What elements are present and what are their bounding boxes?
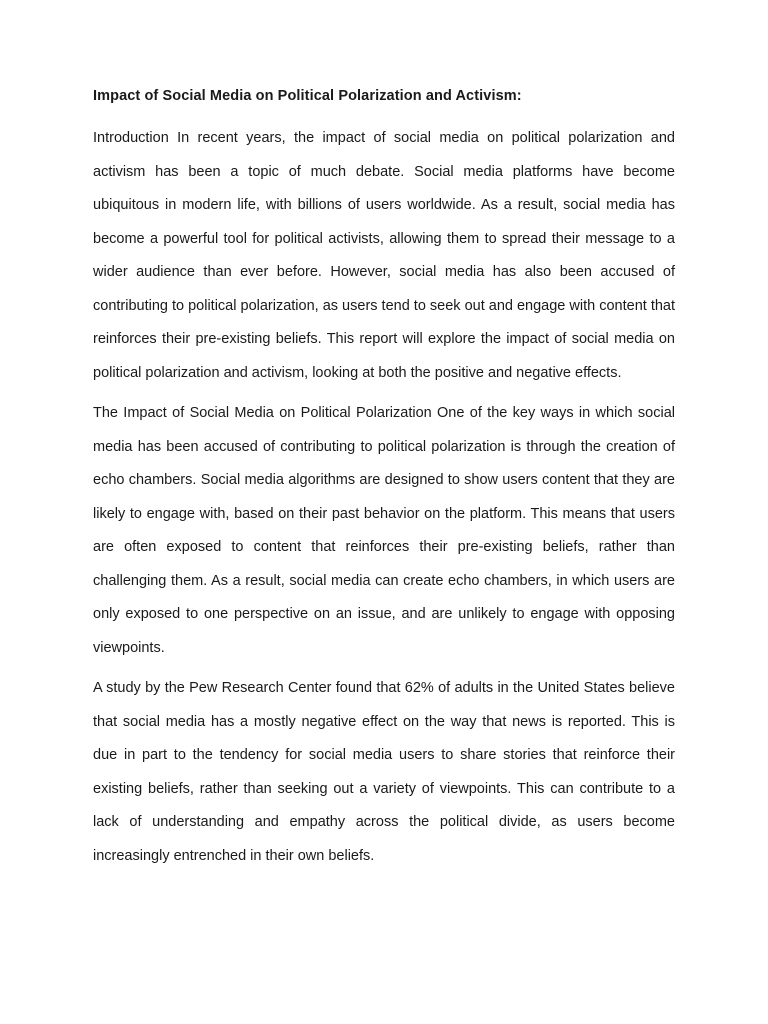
document-title: Impact of Social Media on Political Polarization and Activism: <box>93 88 522 104</box>
paragraph-polarization: The Impact of Social Media on Political Polarization One of the key ways in which social media has been accused of contributing to political polarization is through the creation of echo chambers. Social media algorithms are designed to show users content that they are likely to engage with, based on their past behavior on the platform. This means that users are often exposed to content that reinforces their pre-existing beliefs, rather than challenging them. As a result, social media can create echo chambers, in which users are only exposed to one perspective on an issue, and are unlikely to engage with opposing viewpoints. <box>93 405 675 656</box>
document-body <box>93 84 675 880</box>
paragraph-pew-study: A study by the Pew Research Center found that 62% of adults in the United States believe that social media has a mostly negative effect on the way that news is reported. This is due in part to the tendency for social media users to share stories that reinforce their existing beliefs, rather than seeking out a variety of viewpoints. This can contribute to a lack of understanding and empathy across the political divide, as users become increasingly entrenched in their own beliefs. <box>93 680 675 864</box>
paragraph-introduction: Introduction In recent years, the impact of social media on political polarization and activism has been a topic of much debate. Social media platforms have become ubiquitous in modern life, with billions of users worldwide. As a result, social media has become a powerful tool for political activists, allowing them to spread their message to a wider audience than ever before. However, social media has also been accused of contributing to political polarization, as users tend to seek out and engage with content that reinforces their pre-existing beliefs. This report will explore the impact of social media on political polarization and activism, looking at both the positive and negative effects. <box>93 130 675 381</box>
